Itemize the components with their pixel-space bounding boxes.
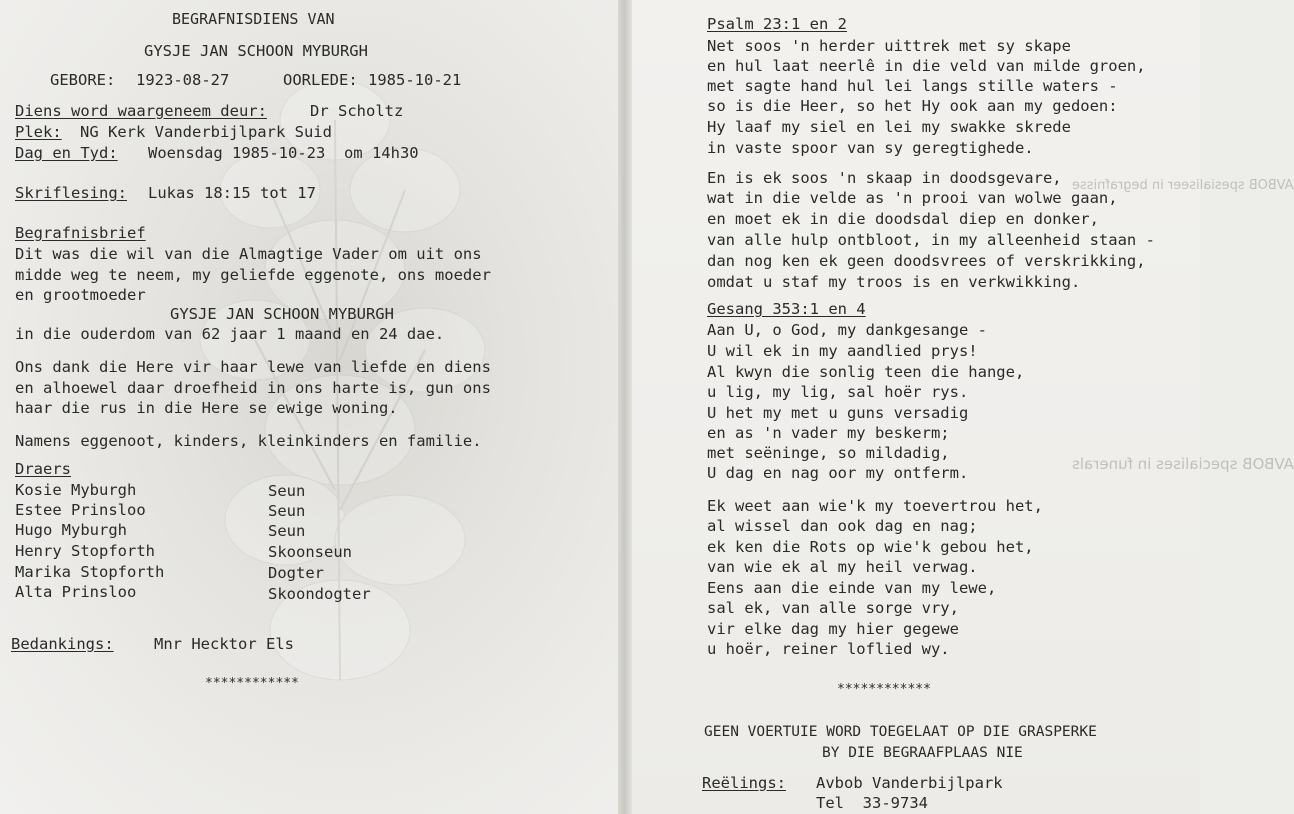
hymn-line: Aan U, o God, my dankgesange -: [707, 321, 987, 339]
left-page: [0, 0, 625, 814]
hymn-title: Gesang 353:1 en 4: [707, 300, 866, 318]
arrangements-value: Avbob Vanderbijlpark: [816, 774, 1003, 792]
bleed-through-stamp-icon: AVBOB spesialiseer in begrafnisse: [1072, 178, 1294, 193]
thanks-line: en alhoewel daar droefheid in ons harte is, gun ons: [15, 379, 491, 397]
bearer-relation: Skoonseun: [268, 543, 352, 561]
place-label: Plek:: [15, 123, 62, 141]
hymn-line: u hoër, reiner loflied wy.: [707, 640, 950, 658]
psalm-line: so is die Heer, so het Hy ook aan my gedoen:: [707, 97, 1118, 115]
bearer-relation: Seun: [268, 482, 306, 500]
thanks-line: Ons dank die Here vir haar lewe van liefde en diens: [15, 358, 491, 376]
reading-label: Skriflesing:: [15, 184, 127, 202]
notice-line: BY DIE BEGRAAFPLAAS NIE: [822, 745, 1023, 761]
psalm-line: dan nog ken ek geen doodsvrees of verskrikking,: [707, 252, 1146, 270]
deceased-name: GYSJE JAN SCHOON MYBURGH: [144, 42, 368, 60]
acknowledgements-value: Mnr Hecktor Els: [154, 635, 294, 653]
service-label: Diens word waargeneem deur:: [15, 102, 267, 120]
notice-line: GEEN VOERTUIE WORD TOEGELAAT OP DIE GRASPERKE: [704, 724, 1097, 740]
bearer-relation: Seun: [268, 502, 306, 520]
hymn-line: al wissel dan ook dag en nag;: [707, 517, 978, 535]
bearer-name: Marika Stopforth: [15, 563, 165, 581]
hymn-line: ek ken die Rots op wie'k gebou het,: [707, 538, 1034, 556]
bearer-name: Hugo Myburgh: [15, 521, 127, 539]
psalm-title: Psalm 23:1 en 2: [707, 15, 847, 33]
psalm-line: met sagte hand hul lei langs stille waters -: [707, 77, 1118, 95]
letter-line: Dit was die wil van die Almagtige Vader om uit ons: [15, 245, 482, 263]
hymn-line: U dag en nag oor my ontferm.: [707, 464, 969, 482]
reading-value: Lukas 18:15 tot 17: [148, 184, 316, 202]
bearer-relation: Seun: [268, 522, 306, 540]
bearer-name: Kosie Myburgh: [15, 481, 137, 499]
letter-name: GYSJE JAN SCHOON MYBURGH: [170, 305, 394, 323]
arrangements-phone: Tel 33-9734: [816, 794, 928, 812]
letter-title: Begrafnisbrief: [15, 224, 146, 242]
bearer-relation: Skoondogter: [268, 585, 371, 603]
bleed-through-stamp-icon: AVBOB specialises in funerals: [1072, 455, 1294, 473]
hymn-line: van wie ek al my heil verwag.: [707, 558, 978, 576]
letter-line: midde weg te neem, my geliefde eggenote, ons moeder: [15, 266, 491, 284]
hymn-line: U het my met u guns versadig: [707, 404, 969, 422]
psalm-line: omdat u staf my troos is en verkwikking.: [707, 273, 1081, 291]
hymn-line: Al kwyn die sonlig teen die hange,: [707, 363, 1025, 381]
right-page: [632, 0, 1294, 814]
letter-age: in die ouderdom van 62 jaar 1 maand en 24 dae.: [15, 325, 445, 343]
letter-line: en grootmoeder: [15, 286, 146, 304]
place-value: NG Kerk Vanderbijlpark Suid: [80, 123, 332, 141]
service-officiant: Dr Scholtz: [310, 102, 404, 120]
bearer-name: Alta Prinsloo: [15, 583, 137, 601]
bearer-relation: Dogter: [268, 564, 324, 582]
separator: ************: [837, 682, 931, 697]
hymn-line: Ek weet aan wie'k my toevertrou het,: [707, 497, 1043, 515]
psalm-line: in vaste spoor van sy geregtighede.: [707, 139, 1034, 157]
thanks-line: haar die rus in die Here se ewige woning.: [15, 399, 398, 417]
hymn-line: Eens aan die einde van my lewe,: [707, 579, 997, 597]
bearer-name: Estee Prinsloo: [15, 501, 146, 519]
hymn-line: met seëninge, so mildadig,: [707, 444, 950, 462]
psalm-line: van alle hulp ontbloot, in my alleenheid staan -: [707, 231, 1155, 249]
psalm-line: wat in die velde as 'n prooi van wolwe gaan,: [707, 189, 1118, 207]
bearer-name: Henry Stopforth: [15, 542, 155, 560]
psalm-line: en moet ek in die doodsdal diep en donker,: [707, 210, 1099, 228]
born-label: GEBORE:: [50, 71, 116, 89]
hymn-line: u lig, my lig, sal hoër rys.: [707, 383, 969, 401]
datetime-value: Woensdag 1985-10-23 om 14h30: [148, 144, 419, 162]
bearers-title: Draers: [15, 460, 71, 478]
hymn-line: vir elke dag my hier gegewe: [707, 620, 959, 638]
psalm-line: Net soos 'n herder uittrek met sy skape: [707, 37, 1071, 55]
separator: ************: [205, 676, 299, 691]
on-behalf-line: Namens eggenoot, kinders, kleinkinders en familie.: [15, 432, 482, 450]
psalm-line: en hul laat neerlê in die veld van milde groen,: [707, 57, 1146, 75]
died-label: OORLEDE:: [283, 71, 358, 89]
hymn-line: sal ek, van alle sorge vry,: [707, 599, 959, 617]
datetime-label: Dag en Tyd:: [15, 144, 118, 162]
hymn-line: en as 'n vader my beskerm;: [707, 424, 950, 442]
psalm-line: En is ek soos 'n skaap in doodsgevare,: [707, 169, 1062, 187]
born-date: 1923-08-27: [136, 71, 230, 89]
acknowledgements-label: Bedankings:: [11, 635, 114, 653]
hymn-line: U wil ek in my aandlied prys!: [707, 342, 978, 360]
arrangements-label: Reëlings:: [702, 774, 786, 792]
page-gutter: [618, 0, 632, 814]
died-date: 1985-10-21: [368, 71, 462, 89]
psalm-line: Hy laaf my siel en lei my swakke skrede: [707, 118, 1071, 136]
service-heading: BEGRAFNISDIENS VAN: [172, 10, 335, 28]
